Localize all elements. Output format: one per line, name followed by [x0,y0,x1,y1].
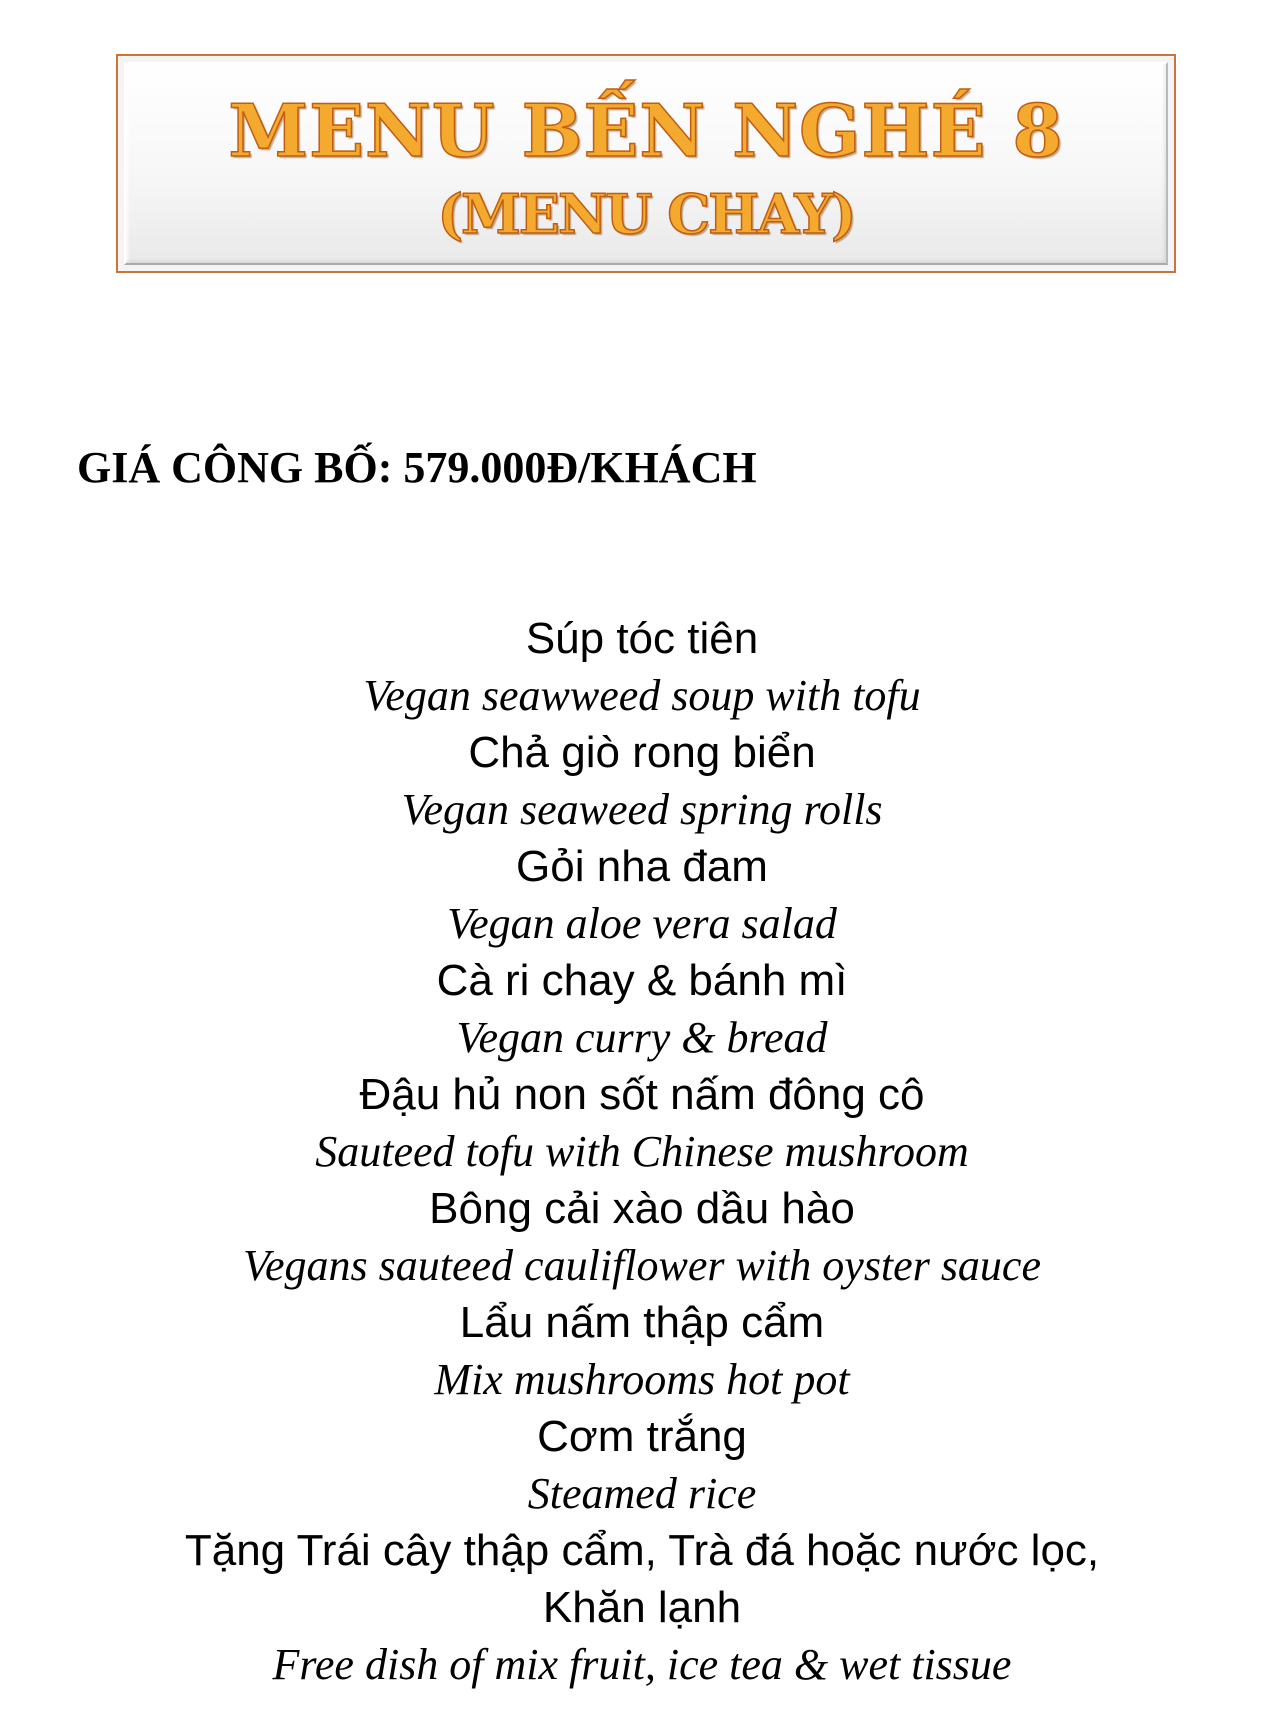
free-items-line2: Khăn lạnh [542,1583,742,1632]
dish-en-name: Mix mushrooms hot pot [434,1355,850,1404]
dish-vn-name: Đậu hủ non sốt nấm đông cô [359,1070,925,1119]
free-items-en: Free dish of mix fruit, ice tea & wet tissue [272,1640,1012,1689]
menu-title-banner [116,54,1176,273]
dish-vn-name: Súp tóc tiên [525,614,759,663]
dish-vn-name: Chả giò rong biển [468,728,816,777]
menu-subtitle: (MENU CHAY) [437,182,855,246]
dish-en-name: Vegans sauteed cauliflower with oyster sauce [243,1241,1041,1290]
dish-vn-name: Bông cải xào dầu hào [429,1184,855,1233]
price-line: GIÁ CÔNG BỐ: 579.000Đ/KHÁCH [77,443,757,492]
menu-title: MENU BẾN NGHÉ 8 [228,88,1064,173]
free-items-line1: Tặng Trái cây thập cẩm, Trà đá hoặc nước lọc, [184,1526,1100,1575]
menu-title-panel [124,62,1168,265]
dish-en-name: Vegan curry & bread [456,1013,828,1062]
dish-vn-name: Lẩu nấm thập cẩm [459,1298,825,1347]
dish-vn-name: Gỏi nha đam [516,842,768,891]
dish-vn-name: Cà ri chay & bánh mì [436,956,848,1005]
dish-en-name: Sauteed tofu with Chinese mushroom [315,1127,969,1176]
dish-vn-name: Cơm trắng [537,1412,747,1461]
dish-en-name: Vegan aloe vera salad [447,899,837,948]
dish-list [0,610,1284,1693]
dish-en-name: Vegan seawweed soup with tofu [363,671,921,720]
dish-en-name: Vegan seaweed spring rolls [401,785,883,834]
dish-en-name: Steamed rice [527,1469,757,1518]
